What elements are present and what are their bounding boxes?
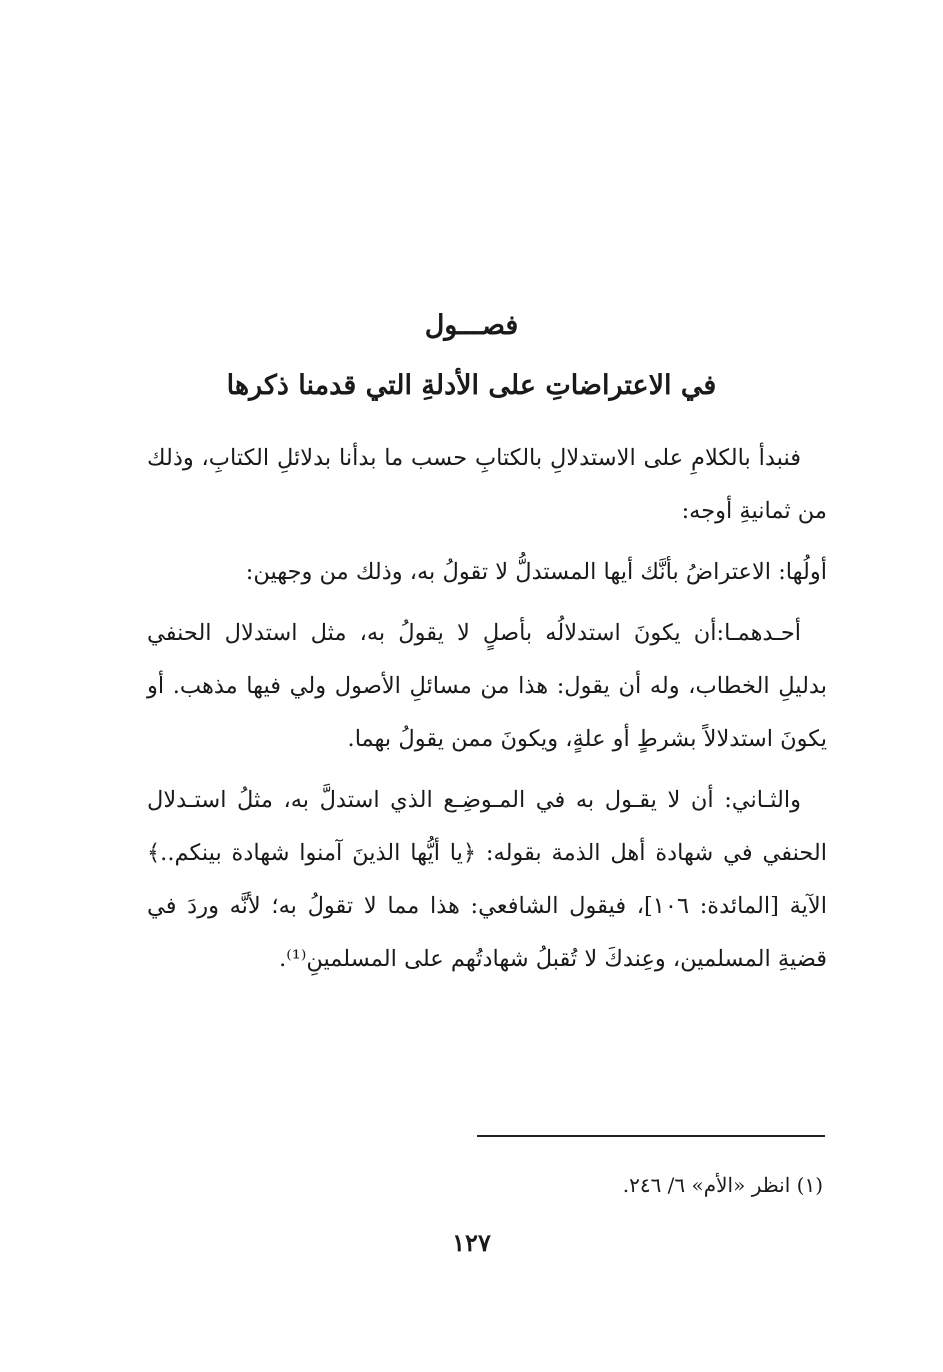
paragraph-first-objection: أولُها: الاعتراضُ بأنَّك أيها المستدلُّ لا تقولُ به، وذلك من وجهين: xyxy=(245,559,827,585)
page-number: ١٢٧ xyxy=(452,1228,491,1257)
body-text xyxy=(147,432,827,986)
paragraph-second-aspect: والثـاني: أن لا يقـول به في المـوضِـع الذي استدلَّ به، مثلُ استـدلال الحنفي في شهادة أهل الذمة بقوله: ﴿يا أيُّها الذينَ آمنوا شهادة بينكم..﴾ الآية [المائدة: ١٠٦]، فيقول الشافعي: هذا مما لا تقولُ به؛ لأنَّه وردَ في قضيةِ المسلمين، وعِندكَ لا تُقبلُ شهادتُهم على المسلمينِ⁽¹⁾. xyxy=(147,787,827,972)
paragraph-first-aspect: أحـدهمـا:أن يكونَ استدلالُه بأصلٍ لا يقولُ به، مثل استدلال الحنفي بدليلِ الخطاب، وله أن يقول: هذا من مسائلِ الأصول ولي فيها مذهب. أو يكونَ استدلالاً بشرطٍ أو علةٍ، ويكونَ ممن يقولُ بهما. xyxy=(147,620,827,752)
chapter-title: فصـــول xyxy=(424,310,519,341)
section-subtitle: في الاعتراضاتِ على الأدلةِ التي قدمنا ذكرها xyxy=(226,370,717,401)
paragraph-intro: فنبدأ بالكلامِ على الاستدلالِ بالكتابِ حسب ما بدأنا بدلائلِ الكتابِ، وذلك من ثمانيةِ أوجه: xyxy=(147,445,827,524)
footnote-separator xyxy=(477,1135,825,1137)
footnote: (١) انظر «الأم» ٦/ ٢٤٦. xyxy=(622,1173,823,1197)
